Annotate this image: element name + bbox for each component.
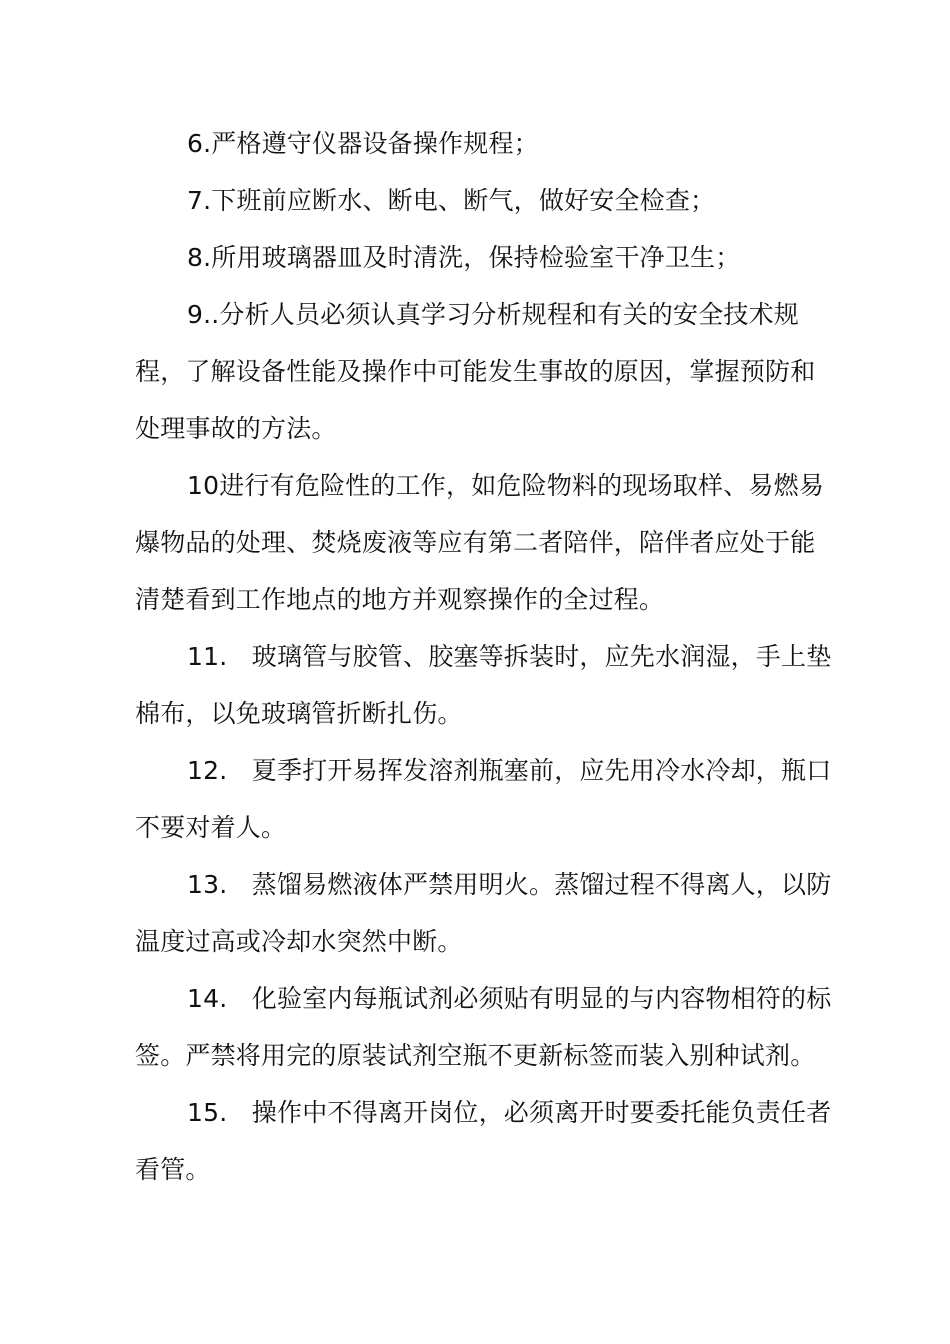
rule-paragraph-7: 7.下班前应断水、断电、断气，做好安全检查； <box>187 186 716 215</box>
rule-paragraph-13: 13. 蒸馏易燃液体严禁用明火。蒸馏过程不得离人，以防温度过高或冷却水突然中断。 <box>135 870 832 956</box>
rule-paragraph-6: 6.严格遵守仪器设备操作规程； <box>187 129 539 158</box>
rule-paragraph-12: 12. 夏季打开易挥发溶剂瓶塞前，应先用冷水冷却，瓶口不要对着人。 <box>135 756 832 842</box>
rule-paragraph-8: 8.所用玻璃器皿及时清洗，保持检验室干净卫生； <box>187 243 741 272</box>
rule-paragraph-11: 11. 玻璃管与胶管、胶塞等拆装时，应先水润湿，手上垫棉布，以免玻璃管折断扎伤。 <box>135 642 832 728</box>
rule-paragraph-10: 10进行有危险性的工作，如危险物料的现场取样、易燃易爆物品的处理、焚烧废液等应有第二者陪伴，陪伴者应处于能清楚看到工作地点的地方并观察操作的全过程。 <box>135 471 825 614</box>
document-body <box>135 115 840 1198</box>
rule-paragraph-9: 9..分析人员必须认真学习分析规程和有关的安全技术规程，了解设备性能及操作中可能发生事故的原因，掌握预防和处理事故的方法。 <box>135 300 816 443</box>
rule-paragraph-15: 15. 操作中不得离开岗位，必须离开时要委托能负责任者看管。 <box>135 1098 832 1184</box>
rule-paragraph-14: 14. 化验室内每瓶试剂必须贴有明显的与内容物相符的标签。严禁将用完的原装试剂空瓶不更新标签而装入别种试剂。 <box>135 984 832 1070</box>
